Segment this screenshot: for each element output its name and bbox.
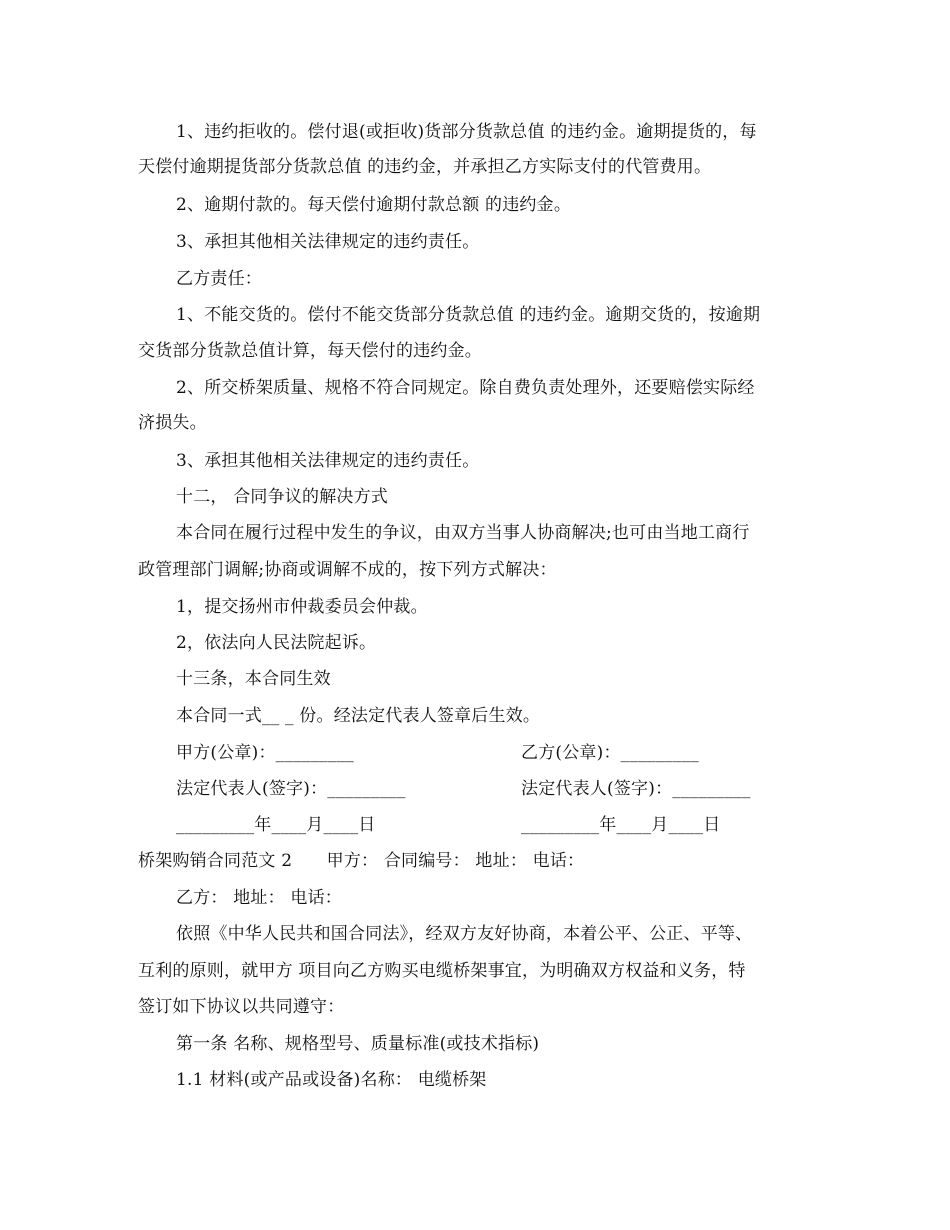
paragraph-line: 依照《中华人民共和国合同法》，经双方友好协商，本着公平、公正、平等、	[176, 924, 753, 944]
list-item: 1，提交扬州市仲裁委员会仲裁。	[176, 597, 428, 617]
paragraph-line: 1.1 材料(或产品或设备)名称： 电缆桥架	[176, 1070, 487, 1090]
paragraph-line: 互利的原则，就甲方 项目向乙方购买电缆桥架事宜，为明确双方权益和义务，特	[138, 961, 746, 981]
contract-title-line: 桥架购销合同范文 2 甲方： 合同编号： 地址： 电话：	[138, 851, 585, 871]
party-a-seal-field: 甲方(公章)：_________	[176, 743, 354, 763]
list-item: 2，依法向人民法院起诉。	[176, 633, 377, 653]
paragraph-line: 本合同在履行过程中发生的争议，由双方当事人协商解决;也可由当地工商行	[176, 523, 750, 543]
section-heading: 十三条，本合同生效	[176, 669, 331, 689]
paragraph-line: 3、承担其他相关法律规定的违约责任。	[176, 232, 480, 252]
paragraph-line: 1、不能交货的。偿付不能交货部分货款总值 的违约金。逾期交货的，按逾期	[176, 305, 761, 325]
paragraph-line: 本合同一式__ _ 份。经法定代表人签章后生效。	[176, 706, 541, 726]
paragraph-line: 3、承担其他相关法律规定的违约责任。	[176, 451, 480, 471]
paragraph-line: 2、所交桥架质量、规格不符合同规定。除自费负责处理外，还要赔偿实际经	[176, 378, 755, 398]
paragraph-line: 1、违约拒收的。偿付退(或拒收)货部分货款总值 的违约金。逾期提货的，每	[176, 122, 757, 142]
paragraph-line: 2、逾期付款的。每天偿付逾期付款总额 的违约金。	[176, 195, 572, 215]
paragraph-line: 交货部分货款总值计算，每天偿付的违约金。	[138, 341, 482, 361]
paragraph-line: 乙方： 地址： 电话：	[176, 888, 343, 908]
party-b-date-field: _________年____月____日	[521, 815, 721, 835]
paragraph-line: 济损失。	[138, 413, 207, 433]
paragraph-line: 政管理部门调解;协商或调解不成的，按下列方式解决：	[138, 560, 557, 580]
party-a-rep-field: 法定代表人(签字)：_________	[176, 779, 406, 799]
section-label: 乙方责任：	[176, 269, 262, 289]
section-heading: 十二， 合同争议的解决方式	[176, 487, 389, 507]
party-a-date-field: _________年____月____日	[176, 815, 376, 835]
paragraph-line: 签订如下协议以共同遵守：	[138, 997, 345, 1017]
party-b-seal-field: 乙方(公章)：_________	[521, 743, 699, 763]
section-heading: 第一条 名称、规格型号、质量标准(或技术指标)	[176, 1034, 540, 1054]
party-b-rep-field: 法定代表人(签字)：_________	[521, 779, 751, 799]
paragraph-line: 天偿付逾期提货部分货款总值 的违约金，并承担乙方实际支付的代管费用。	[138, 157, 712, 177]
